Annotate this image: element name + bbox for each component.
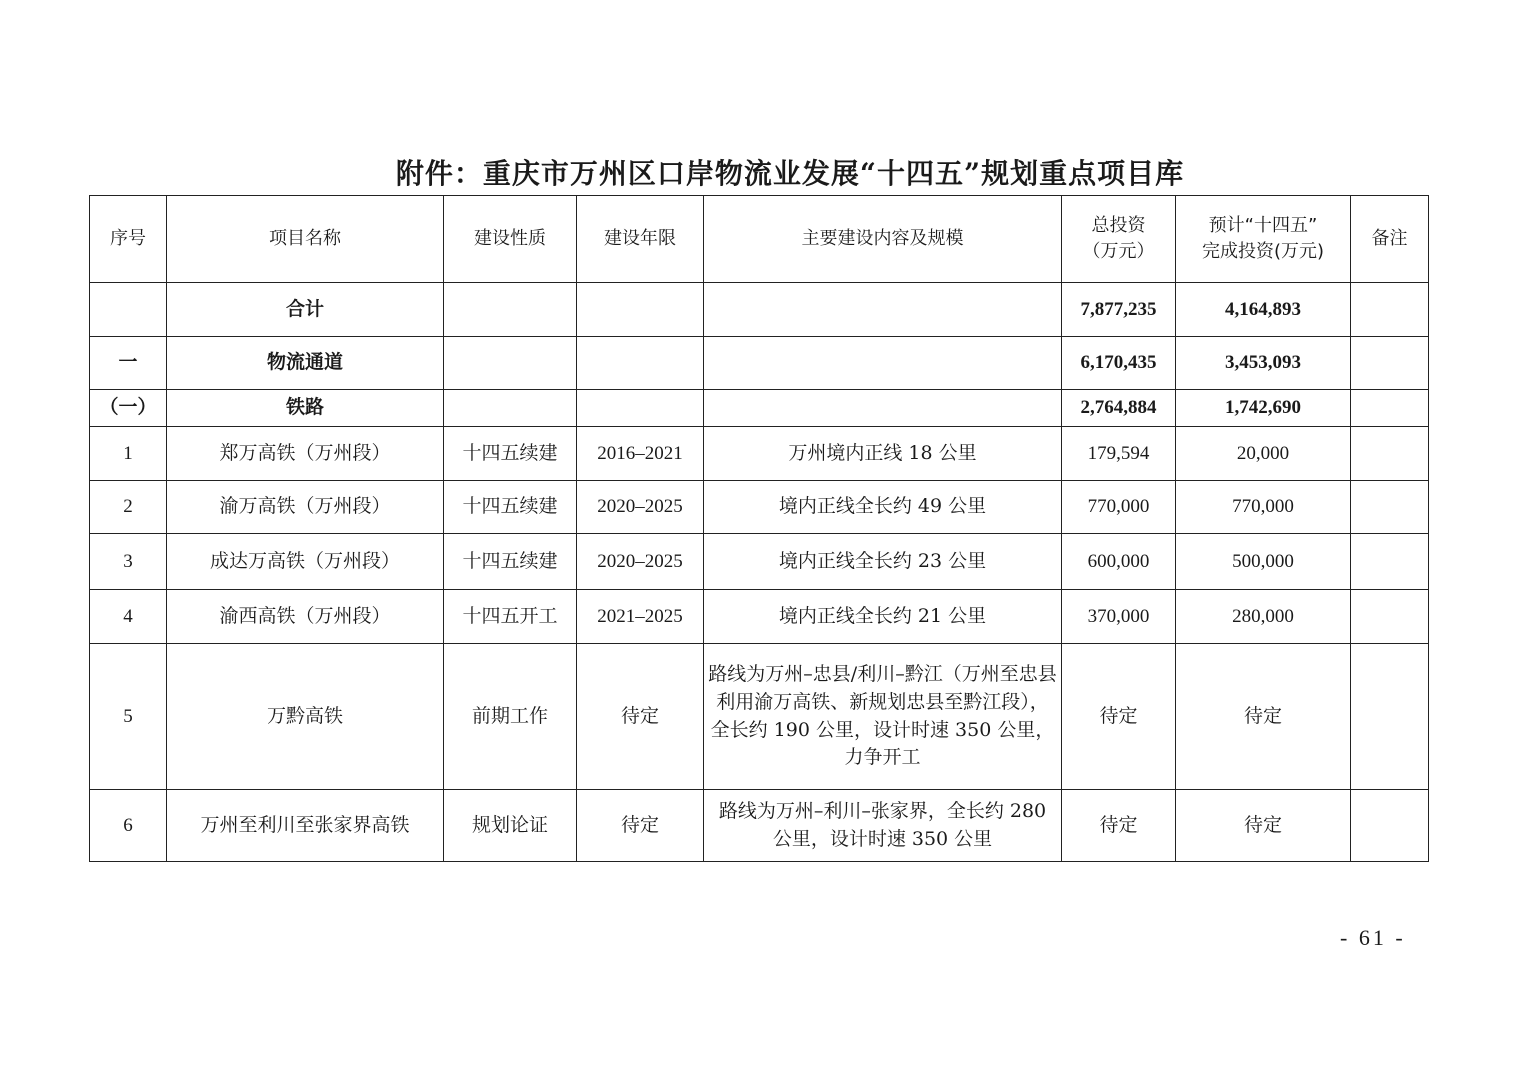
table-row [90, 644, 1429, 790]
document-title: 附件：重庆市万州区口岸物流业发展“十四五”规划重点项目库 [395, 157, 1185, 190]
row-remark [1351, 534, 1429, 590]
table-row [90, 481, 1429, 534]
row-years: 待定 [577, 790, 704, 862]
row-seq: 3 [90, 534, 167, 590]
row-total: 待定 [1062, 644, 1176, 790]
row-total: 179,594 [1062, 427, 1176, 481]
row-plan: 280,000 [1176, 590, 1351, 644]
table-header-row [90, 196, 1429, 283]
row-seq: 1 [90, 427, 167, 481]
summary-row-total [90, 283, 1429, 337]
row-remark [1351, 790, 1429, 862]
summary-plan: 3,453,093 [1176, 337, 1351, 390]
header-years: 建设年限 [577, 196, 704, 283]
row-name: 成达万高铁（万州段） [167, 534, 444, 590]
table-row [90, 790, 1429, 862]
row-remark [1351, 481, 1429, 534]
table-row [90, 427, 1429, 481]
header-content: 主要建设内容及规模 [704, 196, 1062, 283]
row-nature: 前期工作 [444, 644, 577, 790]
header-total [1062, 196, 1176, 283]
row-content: 万州境内正线 18 公里 [704, 427, 1062, 481]
summary-name: 合计 [167, 283, 444, 337]
row-total: 770,000 [1062, 481, 1176, 534]
row-content: 路线为万州–忠县/利川–黔江（万州至忠县利用渝万高铁、新规划忠县至黔江段），全长约 190 公里，设计时速 350 公里，力争开工 [704, 644, 1062, 790]
project-table [89, 195, 1429, 862]
row-content: 路线为万州–利川–张家界，全长约 280 公里，设计时速 350 公里 [704, 790, 1062, 862]
header-total-line2: （万元） [1082, 241, 1155, 262]
row-years: 2020–2025 [577, 481, 704, 534]
row-content: 境内正线全长约 23 公里 [704, 534, 1062, 590]
table-row [90, 590, 1429, 644]
row-nature: 十四五续建 [444, 427, 577, 481]
header-remark: 备注 [1351, 196, 1429, 283]
row-nature: 规划论证 [444, 790, 577, 862]
summary-name: 物流通道 [167, 337, 444, 390]
summary-total: 7,877,235 [1062, 283, 1176, 337]
row-name: 渝万高铁（万州段） [167, 481, 444, 534]
row-name: 万黔高铁 [167, 644, 444, 790]
row-total: 待定 [1062, 790, 1176, 862]
row-plan: 20,000 [1176, 427, 1351, 481]
row-years: 2020–2025 [577, 534, 704, 590]
summary-plan: 4,164,893 [1176, 283, 1351, 337]
row-years: 2016–2021 [577, 427, 704, 481]
row-seq: 5 [90, 644, 167, 790]
header-nature: 建设性质 [444, 196, 577, 283]
row-content: 境内正线全长约 49 公里 [704, 481, 1062, 534]
row-content: 境内正线全长约 21 公里 [704, 590, 1062, 644]
summary-row-railway [90, 390, 1429, 427]
header-total-line1: 总投资 [1091, 214, 1146, 236]
table-row [90, 534, 1429, 590]
summary-row-logistics [90, 337, 1429, 390]
row-remark [1351, 644, 1429, 790]
summary-total: 2,764,884 [1062, 390, 1176, 427]
row-name: 郑万高铁（万州段） [167, 427, 444, 481]
row-total: 370,000 [1062, 590, 1176, 644]
row-seq: 2 [90, 481, 167, 534]
summary-seq: 一 [90, 337, 167, 390]
row-plan: 待定 [1176, 644, 1351, 790]
row-seq: 4 [90, 590, 167, 644]
row-years: 待定 [577, 644, 704, 790]
row-nature: 十四五开工 [444, 590, 577, 644]
summary-name: 铁路 [167, 390, 444, 427]
header-plan-line2: 完成投资(万元) [1201, 241, 1325, 262]
summary-total: 6,170,435 [1062, 337, 1176, 390]
summary-seq: （一） [90, 390, 167, 427]
row-remark [1351, 427, 1429, 481]
row-nature: 十四五续建 [444, 534, 577, 590]
row-nature: 十四五续建 [444, 481, 577, 534]
row-plan: 500,000 [1176, 534, 1351, 590]
summary-plan: 1,742,690 [1176, 390, 1351, 427]
row-years: 2021–2025 [577, 590, 704, 644]
row-plan: 待定 [1176, 790, 1351, 862]
row-name: 万州至利川至张家界高铁 [167, 790, 444, 862]
header-seq: 序号 [90, 196, 167, 283]
header-plan [1176, 196, 1351, 283]
page-number: - 61 - [1340, 925, 1406, 950]
header-plan-line1: 预计“十四五” [1208, 214, 1318, 236]
row-seq: 6 [90, 790, 167, 862]
row-name: 渝西高铁（万州段） [167, 590, 444, 644]
header-name: 项目名称 [167, 196, 444, 283]
summary-seq [90, 283, 167, 337]
row-total: 600,000 [1062, 534, 1176, 590]
row-remark [1351, 590, 1429, 644]
row-plan: 770,000 [1176, 481, 1351, 534]
